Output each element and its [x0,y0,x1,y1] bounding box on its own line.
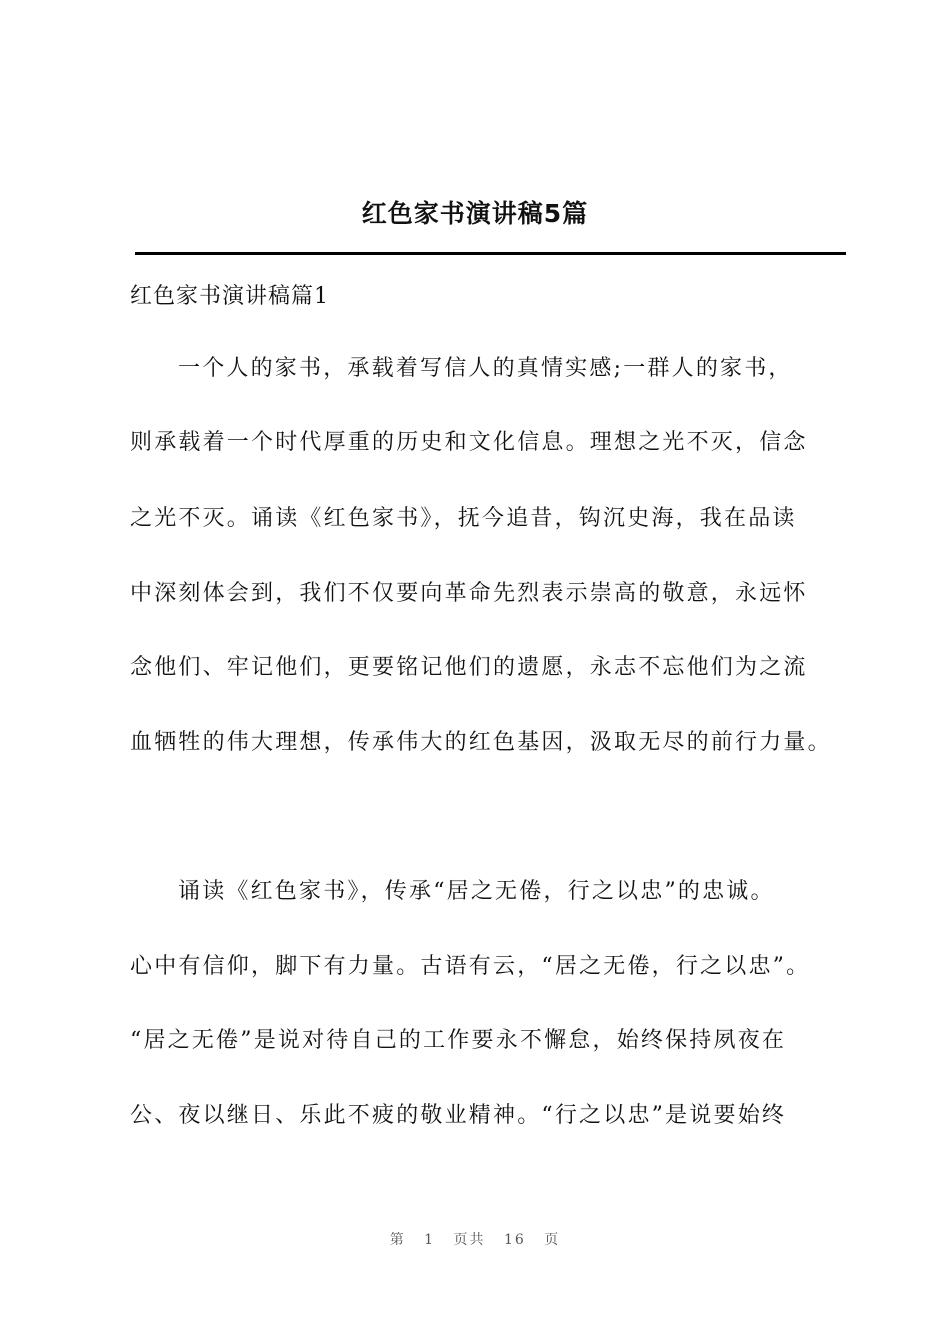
paragraph-1-line-1: 一个人的家书，承载着写信人的真情实感;一群人的家书， [178,356,793,381]
footer-page-total: 16 [504,1232,526,1248]
paragraph-2-line-1: 诵读《红色家书》，传承“居之无倦，行之以忠”的忠诚。 [178,879,775,904]
title-underline [135,252,846,255]
footer-suffix: 页 [544,1232,561,1248]
section-heading: 红色家书演讲稿篇1 [130,284,329,309]
paragraph-2-line-2: 心中有信仰，脚下有力量。古语有云，“居之无倦，行之以忠”。 [130,954,811,979]
paragraph-1-line-2: 则承载着一个时代厚重的历史和文化信息。理想之光不灭，信念 [130,430,808,455]
paragraph-1-line-4: 中深刻体会到，我们不仅要向革命先烈表示崇高的敬意，永远怀 [130,581,808,606]
footer-page-number: 1 [424,1232,436,1248]
paragraph-2-line-3: “居之无倦”是说对待自己的工作要永不懈怠，始终保持夙夜在 [130,1028,787,1053]
footer-prefix: 第 [389,1232,406,1248]
document-title: 红色家书演讲稿5篇 [361,199,589,228]
paragraph-1-line-3: 之光不灭。诵读《红色家书》，抚今追昔，钩沉史海，我在品读 [130,506,797,531]
footer-middle: 页共 [453,1232,486,1248]
paragraph-2-line-4: 公、夜以继日、乐此不疲的敬业精神。“行之以忠”是说要始终 [130,1103,787,1128]
paragraph-1-line-5: 念他们、牢记他们，更要铭记他们的遗愿，永志不忘他们为之流 [130,655,808,680]
paragraph-1-line-6: 血牺牲的伟大理想，传承伟大的红色基因，汲取无尽的前行力量。 [130,730,832,755]
page-footer [0,1229,950,1249]
